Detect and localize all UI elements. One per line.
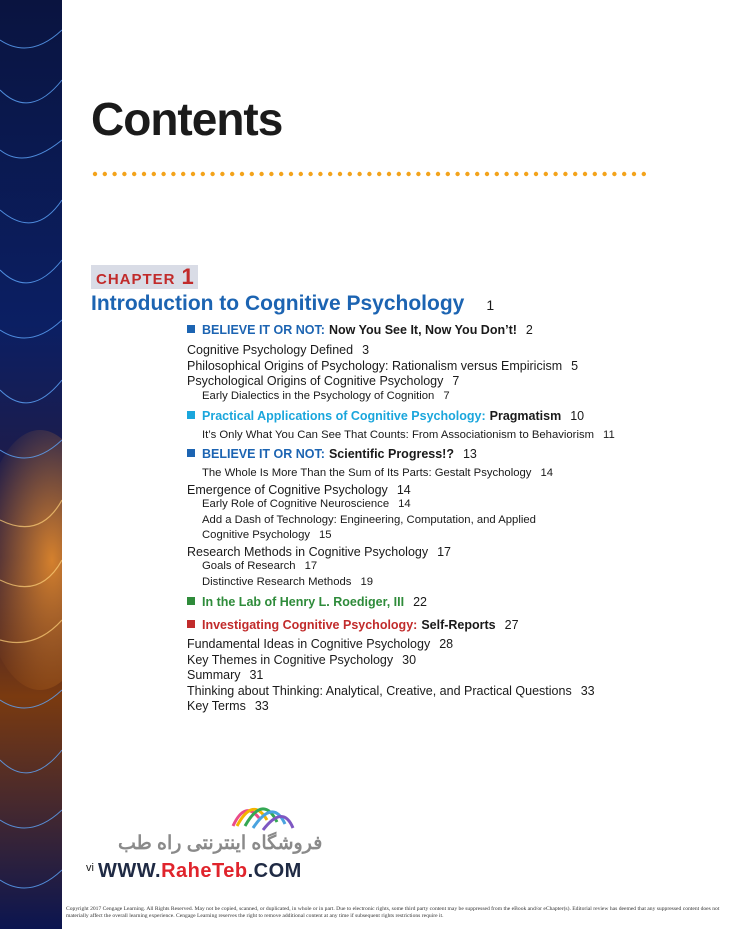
feature-bullet-icon bbox=[187, 449, 195, 457]
entry-page-number: 30 bbox=[402, 653, 417, 667]
feature-title: Self-Reports bbox=[421, 618, 496, 632]
entry-page-number: 19 bbox=[360, 576, 374, 588]
entry-page-number: 28 bbox=[439, 637, 454, 651]
feature-bullet-icon bbox=[187, 597, 195, 605]
toc-section-entry[interactable] bbox=[187, 699, 269, 713]
divider-dot bbox=[455, 172, 459, 176]
feature-title: Pragmatism bbox=[489, 409, 562, 423]
entry-page-number: 11 bbox=[603, 429, 615, 441]
entry-page-number: 5 bbox=[571, 359, 579, 373]
feature-label: Practical Applications of Cognitive Psychology: bbox=[202, 409, 486, 423]
chapter-title[interactable] bbox=[91, 292, 494, 316]
toc-section-entry[interactable] bbox=[187, 359, 578, 373]
entry-page-number: 7 bbox=[452, 374, 460, 388]
toc-subsection-entry[interactable] bbox=[202, 529, 332, 541]
toc-subsection-entry[interactable] bbox=[202, 514, 536, 526]
toc-feature-entry[interactable] bbox=[187, 595, 427, 609]
toc-section-entry[interactable] bbox=[187, 374, 459, 388]
divider-dot bbox=[416, 172, 420, 176]
divider-dot bbox=[103, 172, 107, 176]
toc-section-entry[interactable] bbox=[187, 637, 453, 651]
entry-title: Key Terms bbox=[187, 699, 246, 713]
toc-section-entry[interactable] bbox=[187, 653, 416, 667]
entry-page-number: 14 bbox=[398, 498, 411, 510]
divider-dot bbox=[201, 172, 205, 176]
divider-dot bbox=[142, 172, 146, 176]
chapter-page-number: 1 bbox=[486, 297, 495, 313]
divider-dot bbox=[220, 172, 224, 176]
toc-subsection-entry[interactable] bbox=[202, 576, 373, 588]
entry-title: Goals of Research bbox=[202, 560, 296, 572]
chapter-title-text: Introduction to Cognitive Psychology bbox=[91, 292, 465, 315]
entry-title: Summary bbox=[187, 668, 241, 682]
divider-dot bbox=[622, 172, 626, 176]
divider-dot bbox=[446, 172, 450, 176]
divider-dot bbox=[348, 172, 352, 176]
toc-section-entry[interactable] bbox=[187, 483, 411, 497]
toc-feature-entry[interactable] bbox=[187, 323, 533, 337]
entry-title: Cognitive Psychology Defined bbox=[187, 343, 354, 357]
divider-dot bbox=[465, 172, 469, 176]
toc-subsection-entry[interactable] bbox=[202, 560, 317, 572]
url-brand: RaheTeb bbox=[161, 860, 248, 882]
divider-dot bbox=[338, 172, 342, 176]
divider-dot bbox=[259, 172, 263, 176]
divider-dot bbox=[299, 172, 303, 176]
toc-feature-entry[interactable] bbox=[187, 409, 584, 423]
feature-bullet-icon bbox=[187, 325, 195, 333]
feature-label: In the Lab of Henry L. Roediger, III bbox=[202, 595, 405, 609]
divider-dot bbox=[632, 172, 636, 176]
toc-subsection-entry[interactable] bbox=[202, 467, 553, 479]
entry-page-number: 14 bbox=[396, 483, 411, 497]
chapter-label bbox=[91, 265, 198, 289]
divider-dot bbox=[230, 172, 234, 176]
feature-label: Investigating Cognitive Psychology: bbox=[202, 618, 418, 632]
divider-dot bbox=[269, 172, 273, 176]
divider-dot bbox=[318, 172, 322, 176]
entry-page-number: 3 bbox=[362, 343, 370, 357]
entry-title: Add a Dash of Technology: Engineering, Computation, and Applied bbox=[202, 514, 536, 526]
divider-dot bbox=[357, 172, 361, 176]
entry-page-number: 33 bbox=[580, 684, 595, 698]
entry-title: Philosophical Origins of Psychology: Rationalism versus Empiricism bbox=[187, 359, 563, 373]
divider-dot bbox=[250, 172, 254, 176]
divider-dot bbox=[161, 172, 165, 176]
divider-dot bbox=[132, 172, 136, 176]
entry-title: Fundamental Ideas in Cognitive Psychology bbox=[187, 637, 431, 651]
entry-title: Early Dialectics in the Psychology of Cognition bbox=[202, 390, 435, 402]
divider-dot bbox=[612, 172, 616, 176]
toc-feature-entry[interactable] bbox=[187, 618, 519, 632]
entry-page-number: 15 bbox=[319, 529, 332, 541]
feature-title: Scientific Progress!? bbox=[328, 447, 454, 461]
watermark-persian: فروشگاه اینترنتی راه طب bbox=[118, 833, 323, 854]
divider-dot bbox=[367, 172, 371, 176]
entry-page-number: 10 bbox=[570, 409, 585, 423]
entry-page-number: 33 bbox=[254, 699, 269, 713]
divider-dot bbox=[387, 172, 391, 176]
entry-title: Emergence of Cognitive Psychology bbox=[187, 483, 388, 497]
divider-dot bbox=[534, 172, 538, 176]
divider-dot bbox=[308, 172, 312, 176]
entry-title: Key Themes in Cognitive Psychology bbox=[187, 653, 394, 667]
toc-subsection-entry[interactable] bbox=[202, 429, 615, 441]
chapter-number: 1 bbox=[181, 264, 194, 289]
entry-title: Thinking about Thinking: Analytical, Creative, and Practical Questions bbox=[187, 684, 572, 698]
feature-title: Now You See It, Now You Don’t! bbox=[328, 323, 517, 337]
entry-title: It’s Only What You Can See That Counts: From Associationism to Behaviorism bbox=[202, 429, 595, 441]
divider-dot bbox=[152, 172, 156, 176]
watermark-url[interactable] bbox=[98, 860, 302, 883]
divider-dot bbox=[475, 172, 479, 176]
divider-dot bbox=[181, 172, 185, 176]
divider-dot bbox=[279, 172, 283, 176]
divider-dot bbox=[240, 172, 244, 176]
divider-dot bbox=[328, 172, 332, 176]
url-prefix: WWW. bbox=[98, 860, 162, 882]
feature-label: BELIEVE IT OR NOT: bbox=[202, 323, 325, 337]
page-title: Contents bbox=[91, 93, 283, 145]
divider-dot bbox=[583, 172, 587, 176]
entry-page-number: 27 bbox=[504, 618, 519, 632]
entry-page-number: 17 bbox=[304, 560, 318, 572]
divider-dot bbox=[485, 172, 489, 176]
page-folio: vi bbox=[86, 862, 94, 874]
entry-title: Psychological Origins of Cognitive Psychology bbox=[187, 374, 444, 388]
feature-bullet-icon bbox=[187, 620, 195, 628]
entry-title: Research Methods in Cognitive Psychology bbox=[187, 545, 429, 559]
divider-dot bbox=[436, 172, 440, 176]
feature-label: BELIEVE IT OR NOT: bbox=[202, 447, 325, 461]
divider-dot bbox=[524, 172, 528, 176]
divider-dot bbox=[602, 172, 606, 176]
toc-section-entry[interactable] bbox=[187, 668, 263, 682]
divider-dot bbox=[544, 172, 548, 176]
divider-dot bbox=[426, 172, 430, 176]
divider-dot bbox=[642, 172, 646, 176]
toc-section-entry[interactable] bbox=[187, 343, 369, 357]
divider-dot bbox=[504, 172, 508, 176]
dotted-divider bbox=[92, 171, 652, 177]
divider-dot bbox=[210, 172, 214, 176]
entry-page-number: 31 bbox=[249, 668, 264, 682]
divider-dot bbox=[553, 172, 557, 176]
toc-section-entry[interactable] bbox=[187, 684, 595, 698]
divider-dot bbox=[93, 172, 97, 176]
entry-page-number: 13 bbox=[462, 447, 477, 461]
chapter-word: CHAPTER bbox=[96, 271, 176, 288]
divider-dot bbox=[514, 172, 518, 176]
entry-page-number: 7 bbox=[443, 390, 450, 402]
entry-page-number: 14 bbox=[540, 467, 554, 479]
entry-page-number: 22 bbox=[413, 595, 428, 609]
entry-title: Distinctive Research Methods bbox=[202, 576, 352, 588]
entry-page-number: 17 bbox=[437, 545, 452, 559]
entry-title: Cognitive Psychology bbox=[202, 529, 311, 541]
divider-dot bbox=[573, 172, 577, 176]
divider-dot bbox=[289, 172, 293, 176]
copyright-notice: Copyright 2017 Cengage Learning. All Rights Reserved. May not be copied, scanned, or duplicated, in whole or in part. Due to electronic rights, some third party content may be suppressed from the eBook and/or eChapter(s). Editorial review has deemed that any suppressed content does not materially affect the overall learning experience. Cengage Learning reserves the right to remove additional content at any time if subsequent rights restrictions require it. bbox=[66, 906, 720, 919]
toc-section-entry[interactable] bbox=[187, 545, 451, 559]
divider-dot bbox=[191, 172, 195, 176]
entry-title: Early Role of Cognitive Neuroscience bbox=[202, 498, 390, 510]
side-decorative-image bbox=[0, 0, 62, 929]
feature-bullet-icon bbox=[187, 411, 195, 419]
toc-feature-entry[interactable] bbox=[187, 447, 477, 461]
divider-dot bbox=[397, 172, 401, 176]
divider-dot bbox=[377, 172, 381, 176]
url-suffix: .COM bbox=[247, 860, 302, 882]
divider-dot bbox=[171, 172, 175, 176]
divider-dot bbox=[495, 172, 499, 176]
entry-title: The Whole Is More Than the Sum of Its Parts: Gestalt Psychology bbox=[202, 467, 532, 479]
divider-dot bbox=[122, 172, 126, 176]
divider-dot bbox=[112, 172, 116, 176]
toc-subsection-entry[interactable] bbox=[202, 498, 411, 510]
divider-dot bbox=[406, 172, 410, 176]
divider-dot bbox=[563, 172, 567, 176]
divider-dot bbox=[593, 172, 597, 176]
entry-page-number: 2 bbox=[525, 323, 533, 337]
toc-subsection-entry[interactable] bbox=[202, 390, 450, 402]
